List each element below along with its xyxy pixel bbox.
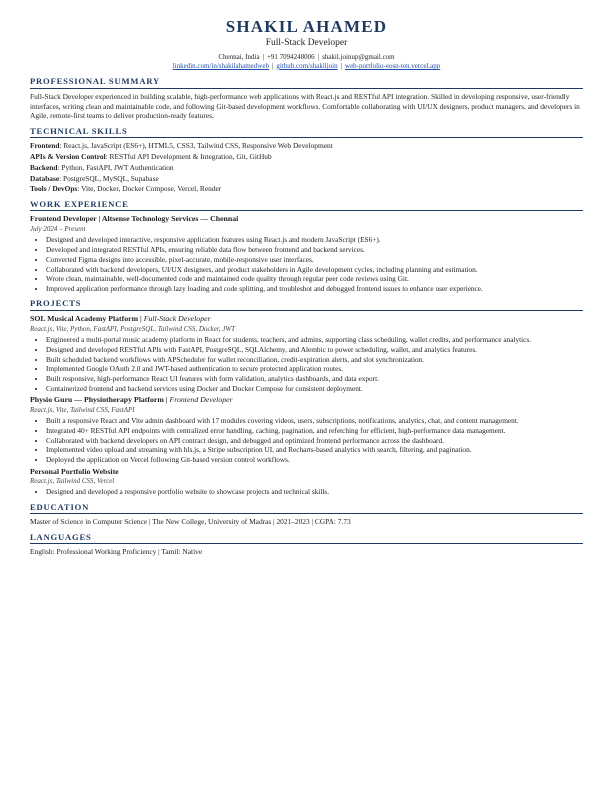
- skill-label: Backend: [30, 162, 58, 172]
- section-title: WORK EXPERIENCE: [30, 199, 583, 212]
- location: Chennai, India: [218, 52, 260, 61]
- project-bullets: [30, 416, 583, 464]
- phone: +91 7094248006: [266, 52, 315, 61]
- job-dates: July 2024 – Present: [30, 225, 86, 234]
- list-item: • Integrated 40+ RESTful API endpoints with centralized error handling, caching, pagination, and refetching for efficient, high-performance data management.: [46, 426, 583, 435]
- project-role: Frontend Developer: [169, 395, 233, 405]
- project-name: SOL Musical Academy Platform: [30, 314, 139, 324]
- project-heading: [30, 467, 583, 477]
- candidate-title: Full-Stack Developer: [265, 37, 348, 48]
- summary-section: [30, 76, 583, 120]
- list-item: • Built responsive, high-performance React UI features with form validation, analytics dashboards, and data export.: [46, 374, 583, 383]
- project-bullets: [30, 487, 583, 496]
- education-section: [30, 502, 583, 527]
- experience-section: [30, 199, 583, 294]
- skill-value: : PostgreSQL, MySQL, Supabase: [59, 173, 159, 183]
- skill-label: Database: [30, 173, 60, 183]
- list-item: • Implemented Google OAuth 2.0 and JWT-based authentication to secure protected application routes.: [46, 364, 583, 373]
- project-stack: React.js, Vite, Python, FastAPI, PostgreSQL, Tailwind CSS, Docker, JWT: [30, 324, 236, 333]
- job-heading: Frontend Developer | Altsense Technology Services — Chennai: [30, 214, 239, 224]
- languages-section: [30, 532, 583, 557]
- skill-value: : RESTful API Development & Integration, Git, GitHub: [105, 152, 272, 162]
- project-name: Physio Guru — Physiotherapy Platform: [30, 395, 164, 405]
- skill-value: : Vite, Docker, Docker Compose, Vercel, Render: [77, 184, 222, 194]
- project-entry: [30, 314, 583, 393]
- email: shakil.joinup@gmail.com: [322, 52, 395, 61]
- job-bullets: [30, 235, 583, 293]
- project-role: Full-Stack Developer: [143, 314, 211, 324]
- resume-page: [30, 18, 583, 557]
- project-heading: SOL Musical Academy Platform | Full-Stack Developer: [30, 314, 211, 324]
- project-stack: React.js, Tailwind CSS, Vercel: [30, 477, 115, 486]
- github-link[interactable]: github.com/shakiljoin: [276, 62, 338, 70]
- project-entry: [30, 395, 583, 464]
- skill-row: [30, 174, 583, 183]
- project-heading: Physio Guru — Physiotherapy Platform | Frontend Developer: [30, 395, 233, 405]
- skills-section: [30, 126, 583, 194]
- section-title: TECHNICAL SKILLS: [30, 126, 583, 139]
- skill-row: [30, 184, 583, 193]
- education-text: Master of Science in Computer Science | The New College, University of Madras | 2021–2023 | CGPA: 7.73: [30, 517, 351, 527]
- list-item: • Designed and developed a responsive portfolio website to showcase projects and technical skills.: [46, 487, 583, 496]
- list-item: • Collaborated with backend developers on API contract design, and debugged and optimized frontend performance across the dashboard.: [46, 436, 583, 445]
- list-item: • Containerized frontend and backend services using Docker and Docker Compose for consistent deployment.: [46, 384, 583, 393]
- projects-section: [30, 298, 583, 496]
- skill-label: APIs & Version Control: [30, 152, 106, 162]
- list-item: • Engineered a multi-portal music academy platform in React for students, teachers, and admins, supporting class scheduling, wallet credits, and performance analytics.: [46, 335, 583, 344]
- summary-text: Full-Stack Developer experienced in building scalable, high-performance web applications with React.js and RESTful API integration. Skilled in developing responsive, user-friendly interfaces, writing clean and maintainable code, and following Git-based development workflows. Comfortable collaborating with UI/UX designers, product managers, and developers in Agile, remote-first teams to deliver production-ready features.: [30, 92, 580, 121]
- list-item: • Built a responsive React and Vite admin dashboard with 17 modules covering videos, users, subscriptions, notifications, analytics, chat, and content management.: [46, 416, 583, 425]
- skill-row: [30, 141, 583, 150]
- list-item: • Designed and developed RESTful APIs with FastAPI, PostgreSQL, SQLAlchemy, and Alembic to power scheduling, wallet, and analytics features.: [46, 345, 583, 354]
- project-name: Personal Portfolio Website: [30, 466, 119, 476]
- list-item: • Improved application performance through lazy loading and code splitting, and troubleshot and debugged frontend issues to enhance user experience.: [46, 284, 583, 293]
- contact-line: Chennai, India | +91 7094248006 | shakil.joinup@gmail.com linkedin.com/in/shakilahamedweb | github.com/shakiljoin | web-portfolio-eosn-ten.vercel.app: [172, 52, 441, 70]
- skill-label: Tools / DevOps: [30, 184, 78, 194]
- skill-value: : React.js, JavaScript (ES6+), HTML5, CSS3, Tailwind CSS, Responsive Web Development: [59, 141, 333, 151]
- list-item: • Designed and developed interactive, responsive application features using React.js and modern JavaScript (ES6+).: [46, 235, 583, 244]
- list-item: • Implemented video upload and streaming with hls.js, a Stripe subscription UI, and Recharts-based analytics with search, filtering, and pagination.: [46, 445, 583, 454]
- languages-text: English: Professional Working Proficiency | Tamil: Native: [30, 547, 203, 557]
- project-entry: [30, 467, 583, 497]
- list-item: • Wrote clean, maintainable, well-documented code and maintained code quality through regular peer code reviews using Git.: [46, 274, 583, 283]
- skill-row: [30, 152, 583, 161]
- list-item: • Developed and integrated RESTful APIs, ensuring reliable data flow between frontend and backend services.: [46, 245, 583, 254]
- section-title: EDUCATION: [30, 502, 583, 515]
- section-title: LANGUAGES: [30, 532, 583, 545]
- list-item: • Deployed the application on Vercel following Git-based version control workflows.: [46, 455, 583, 464]
- list-item: • Collaborated with backend developers, UI/UX designers, and product stakeholders in Agile development cycles, including planning and estimation.: [46, 265, 583, 274]
- resume-header: [30, 18, 583, 71]
- list-item: • Converted Figma designs into accessible, pixel-accurate, mobile-responsive user interfaces.: [46, 255, 583, 264]
- section-title: PROFESSIONAL SUMMARY: [30, 76, 583, 89]
- portfolio-link[interactable]: web-portfolio-eosn-ten.vercel.app: [345, 62, 441, 70]
- section-title: PROJECTS: [30, 298, 583, 311]
- project-bullets: [30, 335, 583, 393]
- skill-row: [30, 163, 583, 172]
- job-entry: [30, 214, 583, 293]
- list-item: • Built scheduled backend workflows with APScheduler for wallet reconciliation, credit-expiration alerts, and slot synchronization.: [46, 355, 583, 364]
- skill-value: : Python, FastAPI, JWT Authentication: [57, 162, 174, 172]
- linkedin-link[interactable]: linkedin.com/in/shakilahamedweb: [172, 62, 269, 70]
- candidate-name: SHAKIL AHAMED: [225, 17, 388, 36]
- project-stack: React.js, Vite, Tailwind CSS, FastAPI: [30, 405, 135, 414]
- skill-label: Frontend: [30, 141, 60, 151]
